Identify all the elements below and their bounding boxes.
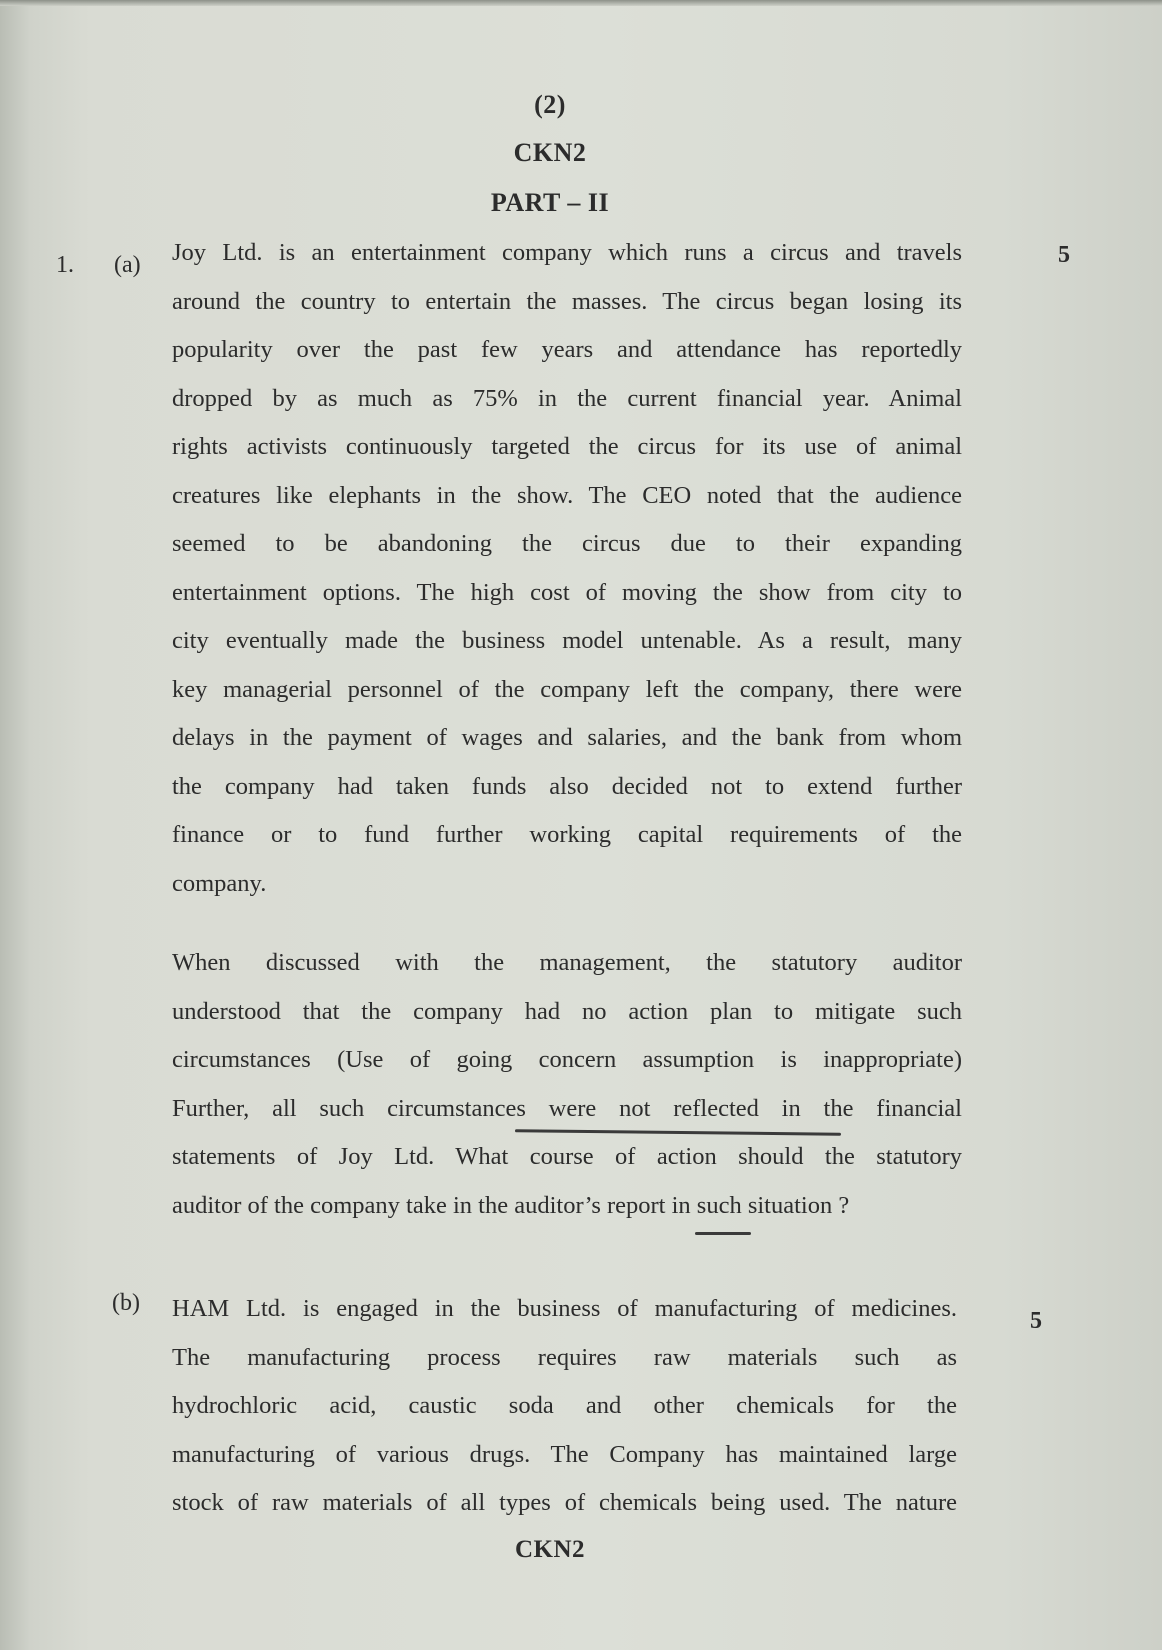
text-line: delays in the payment of wages and salaries, and the bank from whom	[172, 724, 962, 751]
footer-code: CKN2	[514, 1536, 586, 1563]
text-line: HAM Ltd. is engaged in the business of manufacturing of medicines.	[172, 1295, 957, 1322]
text-line: understood that the company had no action plan to mitigate such	[172, 997, 962, 1025]
question-part-a-label: (a)	[114, 252, 141, 278]
text-line: circumstances (Use of going concern assumption is inappropriate)	[172, 1046, 962, 1073]
text-line: seemed to be abandoning the circus due to their expanding	[172, 530, 962, 557]
text-line: city eventually made the business model untenable. As a result, many	[172, 627, 962, 654]
question-part-b-marks: 5	[1030, 1308, 1042, 1334]
text-line: entertainment options. The high cost of moving the show from city to	[172, 578, 962, 606]
text-line: company.	[172, 869, 267, 897]
text-line: The manufacturing process requires raw materials such as	[172, 1343, 957, 1371]
text-line: popularity over the past few years and attendance has reportedly	[172, 336, 962, 363]
question-number: 1.	[56, 252, 74, 278]
text-line: around the country to entertain the masses. The circus began losing its	[172, 287, 962, 315]
text-line: dropped by as much as 75% in the current financial year. Animal	[172, 384, 962, 412]
text-line: rights activists continuously targeted the circus for its use of animal	[172, 433, 962, 460]
page-top-edge	[0, 0, 1162, 6]
question-part-b-label: (b)	[112, 1290, 140, 1316]
question-part-a-marks: 5	[1058, 242, 1070, 268]
text-line: creatures like elephants in the show. The CEO noted that the audience	[172, 481, 962, 509]
text-line: finance or to fund further working capital requirements of the	[172, 821, 962, 848]
page-number: (2)	[534, 90, 566, 119]
text-line: Joy Ltd. is an entertainment company which runs a circus and travels	[172, 239, 962, 266]
paper-code: CKN2	[513, 138, 587, 167]
part-a-paragraph-1	[172, 229, 962, 908]
pen-underline-mark	[695, 1232, 751, 1235]
part-b-paragraph	[172, 1285, 957, 1528]
text-line: auditor of the company take in the auditor’s report in such situation ?	[172, 1191, 850, 1219]
text-line: hydrochloric acid, caustic soda and other chemicals for the	[172, 1392, 957, 1419]
text-line: stock of raw materials of all types of chemicals being used. The nature	[172, 1489, 957, 1516]
text-line: the company had taken funds also decided not to extend further	[172, 772, 962, 800]
text-line: key managerial personnel of the company left the company, there were	[172, 675, 962, 703]
text-line: When discussed with the management, the statutory auditor	[172, 949, 962, 976]
text-line: Further, all such circumstances were not reflected in the financial	[172, 1094, 962, 1122]
text-line: manufacturing of various drugs. The Company has maintained large	[172, 1440, 957, 1468]
part-a-paragraph-2	[172, 939, 962, 1230]
text-line: statements of Joy Ltd. What course of action should the statutory	[172, 1143, 962, 1170]
part-heading: PART – II	[490, 188, 610, 217]
